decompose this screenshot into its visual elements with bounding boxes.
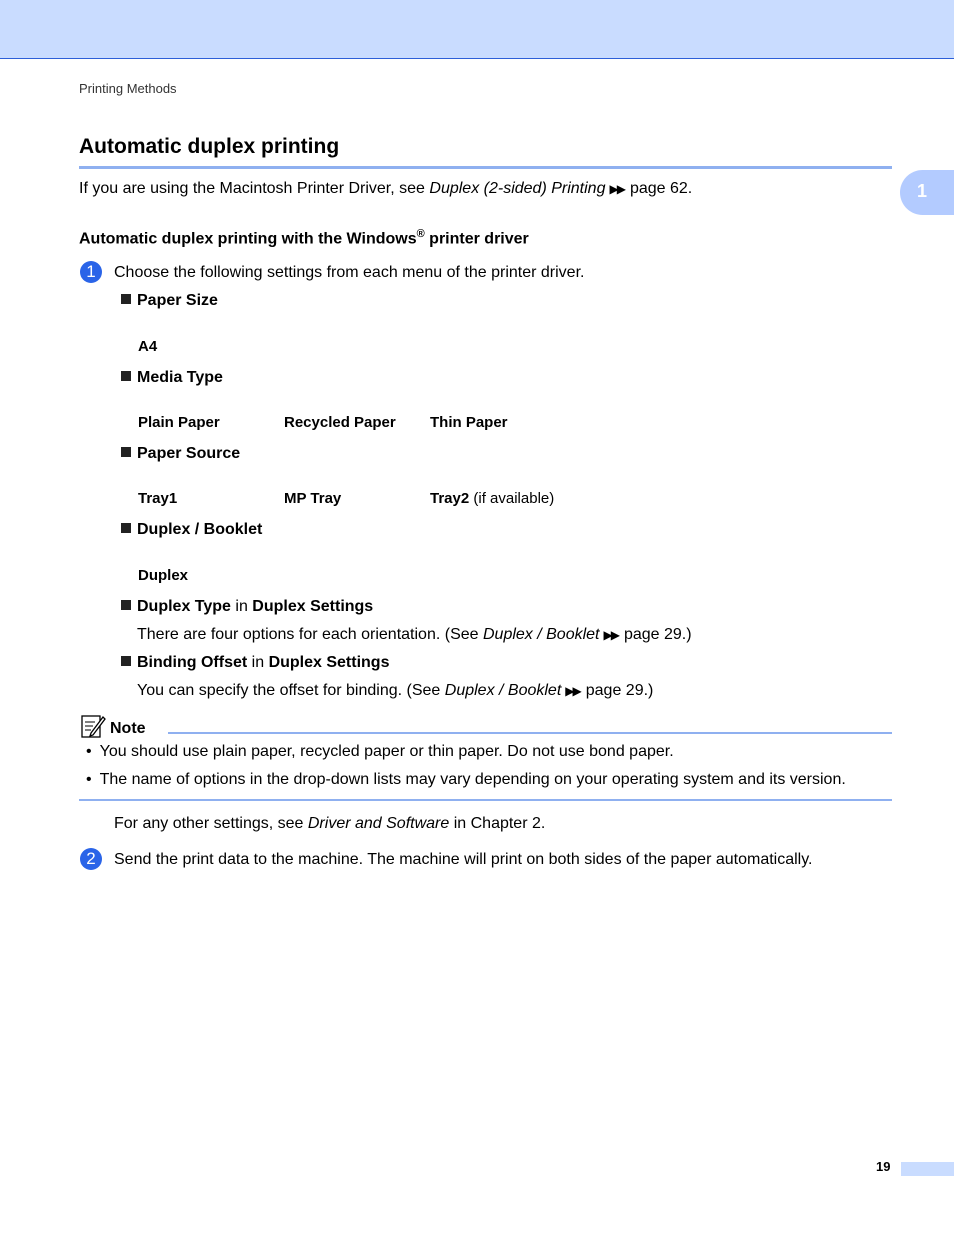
option-tray2: Tray2 (if available) [430,490,555,507]
square-bullet-icon [121,523,131,533]
step-2-text: Send the print data to the machine. The machine will print on both sides of the paper automatically. [114,851,813,868]
page-number: 19 [876,1159,891,1174]
binding-offset-description: You can specify the offset for binding. (See Duplex / Booklet ▶▶ page 29.) [137,682,654,699]
option-a4: A4 [138,338,158,355]
page-header-band [0,0,954,59]
step-number-1: 1 [80,261,102,283]
setting-media-type: Media Type [121,369,223,387]
square-bullet-icon [121,447,131,457]
note-pencil-icon [80,713,106,739]
duplex-type-description: There are four options for each orientation. (See Duplex / Booklet ▶▶ page 29.) [137,626,692,643]
note-divider-bottom [79,799,892,801]
chapter-tab-number: 1 [917,181,928,201]
step-1-text: Choose the following settings from each menu of the printer driver. [114,264,585,281]
intro-page-ref: page 62. [629,180,693,197]
note-item: • You should use plain paper, recycled paper or thin paper. Do not use bond paper. [86,743,674,760]
setting-duplex-type: Duplex Type in Duplex Settings [121,598,373,616]
option-mp-tray: MP Tray [284,490,342,507]
registered-mark: ® [416,228,425,240]
duplex-booklet-link[interactable]: Duplex / Booklet [444,682,562,699]
setting-duplex-booklet: Duplex / Booklet [121,521,262,539]
driver-and-software-link[interactable]: Driver and Software [307,815,450,832]
bullet-dot-icon: • [86,743,92,760]
double-arrow-icon: ▶▶ [565,684,580,698]
section-heading: Automatic duplex printing with the Windows® printer driver [79,228,529,248]
bullet-dot-icon: • [86,771,92,788]
note-item: • The name of options in the drop-down lists may vary depending on your operating system and its version. [86,771,846,788]
square-bullet-icon [121,371,131,381]
option-thin-paper: Thin Paper [430,414,508,431]
chapter-tab [900,170,954,215]
double-arrow-icon: ▶▶ [609,182,624,196]
intro-text: If you are using the Macintosh Printer Driver, see [79,180,430,197]
square-bullet-icon [121,600,131,610]
setting-paper-size: Paper Size [121,292,218,310]
square-bullet-icon [121,294,131,304]
page-title: Automatic duplex printing [79,135,340,158]
intro-paragraph [79,180,692,198]
title-divider [79,166,892,169]
breadcrumb: Printing Methods [79,81,177,96]
square-bullet-icon [121,656,131,666]
note-divider-top [168,732,892,734]
setting-binding-offset: Binding Offset in Duplex Settings [121,654,389,672]
option-plain-paper: Plain Paper [138,414,220,431]
tray2-note: (if available) [473,490,555,507]
note-label: Note [110,720,146,737]
option-tray1: Tray1 [138,490,178,507]
duplex-booklet-link[interactable]: Duplex / Booklet [482,626,600,643]
double-arrow-icon: ▶▶ [603,628,618,642]
page-number-band [901,1162,954,1176]
intro-link[interactable]: Duplex (2-sided) Printing [429,180,606,197]
option-duplex: Duplex [138,567,189,584]
option-recycled-paper: Recycled Paper [284,414,396,431]
other-settings-paragraph: For any other settings, see Driver and Software in Chapter 2. [114,815,546,832]
step-number-2: 2 [80,848,102,870]
setting-paper-source: Paper Source [121,445,240,463]
